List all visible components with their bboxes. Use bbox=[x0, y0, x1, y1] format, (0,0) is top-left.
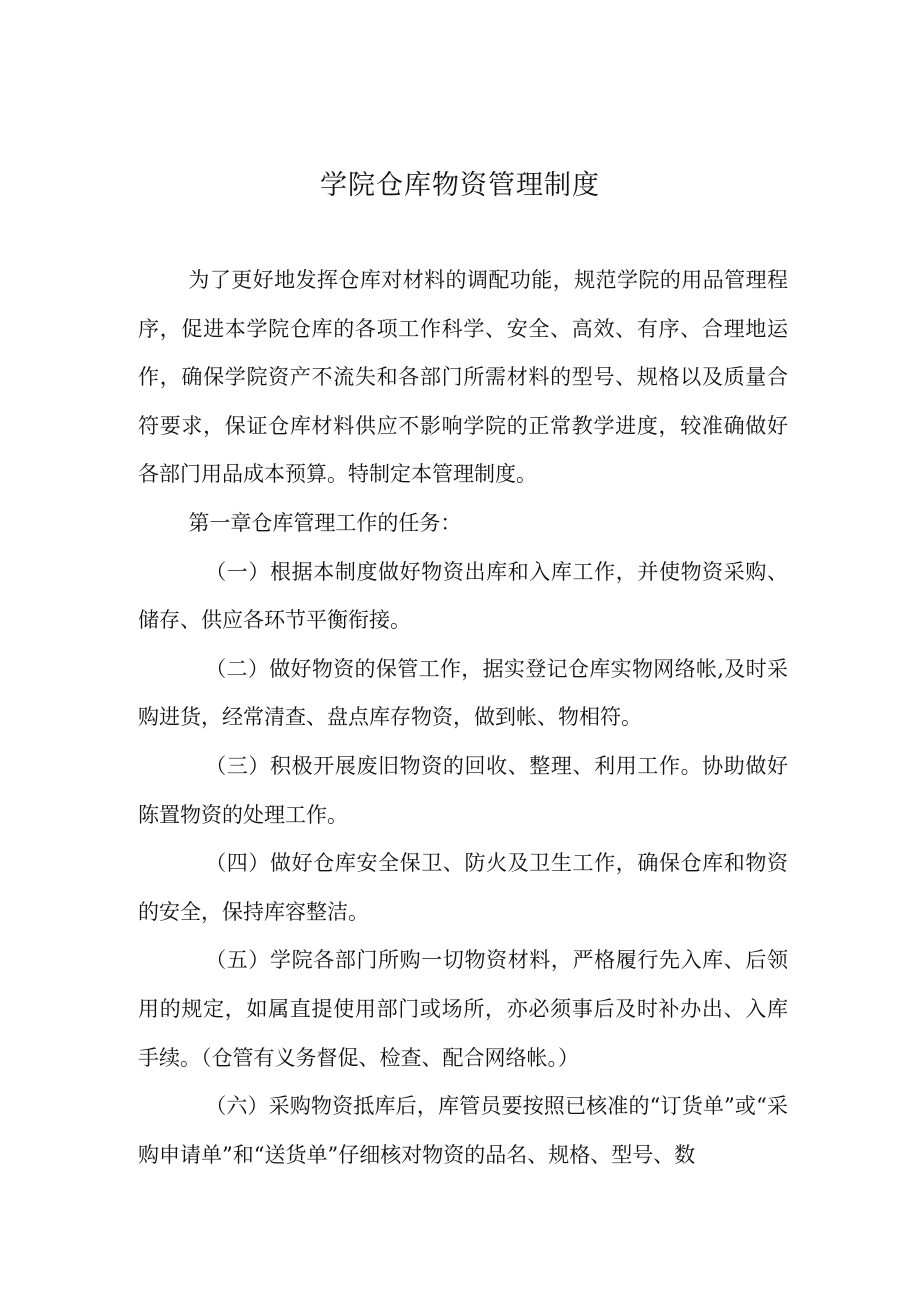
document-body bbox=[138, 256, 788, 1179]
intro-paragraph: 为了更好地发挥仓库对材料的调配功能，规范学院的用品管理程序，促进本学院仓库的各项工作科学、安全、高效、有序、合理地运作，确保学院资产不流失和各部门所需材料的型号、规格以及质量合符要求，保证仓库材料供应不影响学院的正常教学进度，较准确做好各部门用品成本预算。特制定本管理制度。 bbox=[138, 268, 788, 487]
clause-5-paragraph: （五）学院各部门所购一切物资材料，严格履行先入库、后领用的规定，如属直提使用部门或场所，亦必须事后及时补办出、入库手续。（仓管有义务督促、检查、配合网络帐。） bbox=[138, 948, 788, 1070]
clause-1-paragraph: （一）根据本制度做好物资出库和入库工作，并使物资采购、储存、供应各环节平衡衔接。 bbox=[138, 559, 788, 633]
clause-2-paragraph: （二）做好物资的保管工作，据实登记仓库实物网络帐,及时采购进货，经常清查、盘点库存物资，做到帐、物相符。 bbox=[138, 656, 788, 730]
clause-3-paragraph: （三）积极开展废旧物资的回收、整理、利用工作。协助做好陈置物资的处理工作。 bbox=[138, 753, 788, 827]
chapter-heading: 第一章仓库管理工作的任务： bbox=[188, 510, 462, 535]
clause-4-paragraph: （四）做好仓库安全保卫、防火及卫生工作，确保仓库和物资的安全，保持库容整洁。 bbox=[138, 851, 788, 924]
clause-6-paragraph: （六）采购物资抵库后，库管员要按照已核准的“订货单”或“采购申请单”和“送货单”仔细核对物资的品名、规格、型号、数 bbox=[138, 1094, 788, 1167]
document-title: 学院仓库物资管理制度 bbox=[320, 170, 600, 201]
